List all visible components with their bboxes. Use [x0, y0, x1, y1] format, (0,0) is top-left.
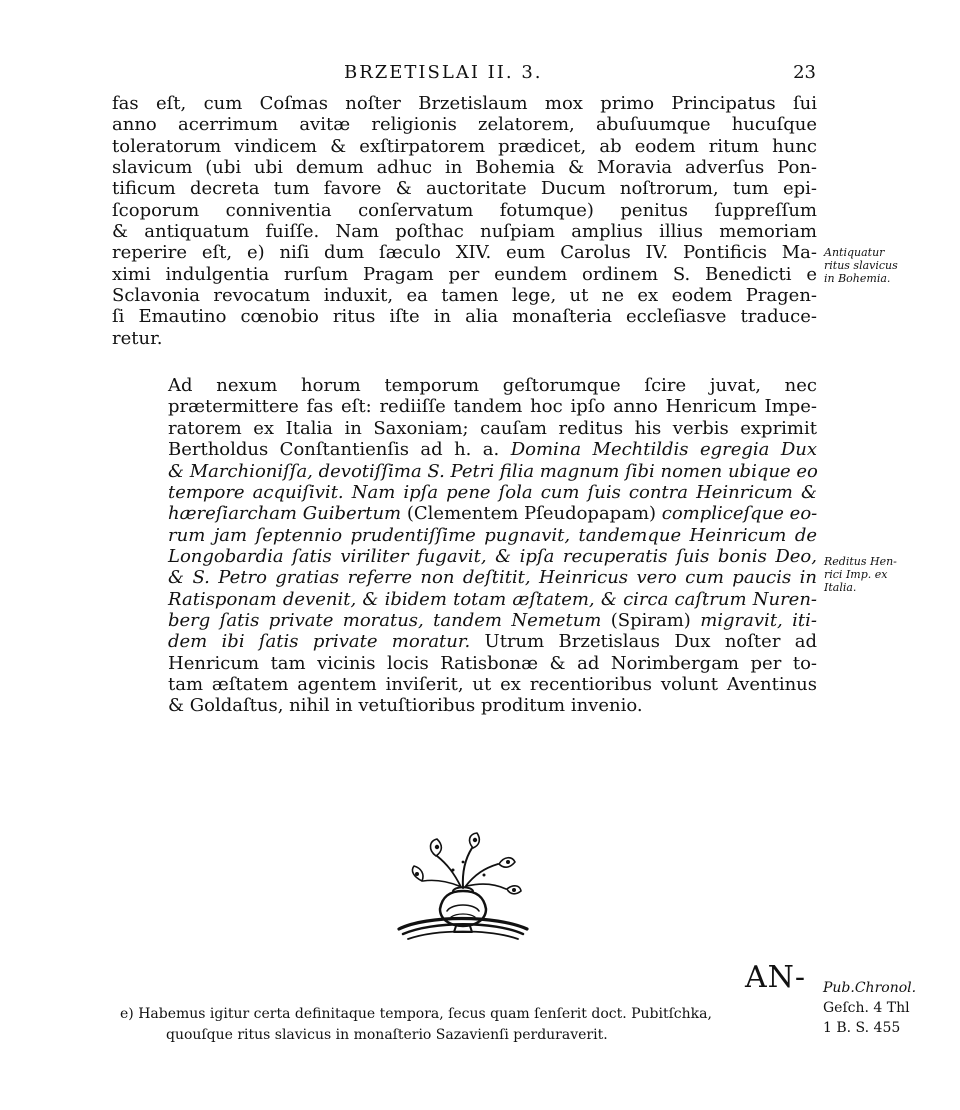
text-line: & Goldaſtus, nihil in vetuſtioribus proditum invenio. — [168, 695, 643, 717]
margin-note-line: rici Imp. ex — [824, 568, 888, 581]
margin-note-antiquatur — [824, 246, 898, 285]
italic-line-segment: dem ibi ſatis private moratur. — [168, 631, 471, 653]
text-line: Henricum tam vicinis locis Ratisbonæ & ad Norimbergam per to- — [168, 652, 817, 674]
text-line — [112, 631, 817, 652]
text-line: Ratisponam devenit, & ibidem totam æſtatem, & circa caſtrum Nuren- — [168, 588, 817, 610]
text-line: ſcoporum conniventia conſervatum fotumque) penitus ſuppreſſum — [112, 199, 817, 221]
footnote — [120, 1004, 810, 1046]
text-line: ſi Emautino cœnobio ritus iſte in alia monaſteria eccleſiasve traduce- — [112, 306, 817, 328]
margin-note-line: Antiquatur — [824, 246, 885, 259]
text-line: & antiquatum fuiſſe. Nam poſthac nuſpiam amplius illius memoriam — [112, 221, 817, 243]
text-line: ximi indulgentia rurſum Pragam per eundem ordinem S. Benedicti e — [112, 263, 817, 285]
italic-line-segment: migravit, iti- — [700, 609, 817, 631]
line-segment: (Spiram) — [610, 609, 691, 631]
line-segment: Utrum Brzetislaus Dux noſter ad — [484, 631, 817, 653]
text-line: tempore acquiſivit. Nam ipſa pene ſola cum ſuis contra Heinricum & — [168, 481, 817, 503]
text-line: Ad nexum horum temporum geſtorumque ſcire juvat, nec — [168, 375, 817, 397]
italic-line-segment: Domina Mechtildis egregia Dux — [510, 439, 817, 461]
running-head: BRZETISLAI II. 3. — [344, 62, 543, 83]
margin-note-line: Reditus Hen- — [824, 555, 897, 568]
footnote-line: e) Habemus igitur certa definitaque tempora, ſecus quam ſenſerit doct. Pubitſchka, — [120, 1006, 712, 1022]
paragraph-2 — [112, 375, 817, 717]
text-line: reperire eſt, e) niſi dum ſæculo XIV. eum Carolus IV. Pontificis Ma- — [112, 242, 817, 264]
side-reference — [823, 978, 943, 1038]
side-reference-line: Geſch. 4 Thl — [823, 1000, 910, 1016]
italic-line-segment: berg ſatis private moratus, tandem Nemetum — [168, 609, 602, 631]
main-text — [112, 93, 817, 717]
margin-note-line: in Bohemia. — [824, 272, 891, 285]
text-line: toleratorum vindicem & exſtirpatorem prædicet, ab eodem ritum hunc — [112, 135, 817, 157]
line-segment: Bertholdus Conſtantienſis ad h. a. — [168, 439, 500, 461]
margin-note-line: Italia. — [824, 581, 857, 594]
text-line: & S. Petro gratias referre non deſtitit, Heinricus vero cum paucis in — [168, 567, 817, 589]
text-line: ratorem ex Italia in Saxoniam; cauſam reditus his verbis exprimit — [168, 417, 817, 439]
side-reference-line: Pub.Chronol. — [823, 980, 917, 996]
margin-note-reditus — [824, 555, 897, 594]
catchword: AN- — [745, 960, 807, 995]
page-header — [112, 62, 816, 88]
text-line: tam æſtatem agentem inviſerit, ut ex recentioribus volunt Aventinus — [168, 673, 817, 695]
text-line: retur. — [112, 327, 163, 349]
line-segment: (Clementem Pſeudopapam) — [406, 503, 657, 525]
side-reference-line: 1 B. S. 455 — [823, 1020, 901, 1036]
page-number: 23 — [793, 62, 816, 83]
text-line: anno acerrimum avitæ religionis zelatorem, abuſuumque hucuſque — [112, 114, 817, 136]
italic-line-segment: hæreſiarcham Guibertum — [168, 503, 402, 525]
text-line: & Marchioniſſa, devotiſſima S. Petri filia magnum ſibi nomen ubique eo — [168, 460, 818, 482]
vase-flower-vignette-icon — [393, 826, 533, 948]
text-line: Longobardia ſatis viriliter fugavit, & ipſa recuperatis ſuis bonis Deo, — [168, 545, 817, 567]
italic-line-segment: compliceſque eo- — [661, 503, 818, 525]
margin-note-line: ritus slavicus — [824, 259, 898, 272]
text-line — [112, 439, 817, 460]
text-line: fas eſt, cum Coſmas noſter Brzetislaum mox primo Principatus ſui — [112, 93, 817, 114]
text-line: tificum decreta tum favore & auctoritate Ducum noſtrorum, tum epi- — [112, 178, 817, 200]
vase-flower-vignette-icon — [393, 826, 533, 948]
footnote-line: quouſque ritus slavicus in monaſterio Sazavienſi perduraverit. — [166, 1027, 608, 1043]
text-line: prætermittere fas eſt: rediiſſe tandem hoc ipſo anno Henricum Impe- — [168, 396, 817, 418]
text-line — [112, 503, 817, 524]
paragraph-1 — [112, 93, 817, 349]
text-line — [112, 610, 817, 631]
text-line: slavicum (ubi ubi demum adhuc in Bohemia & Moravia adverſus Pon- — [112, 157, 817, 179]
text-line: Sclavonia revocatum induxit, ea tamen lege, ut ne ex eodem Pragen- — [112, 285, 817, 307]
text-line: rum jam ſeptennio prudentiſſime pugnavit, tandemque Heinricum de — [168, 524, 817, 546]
